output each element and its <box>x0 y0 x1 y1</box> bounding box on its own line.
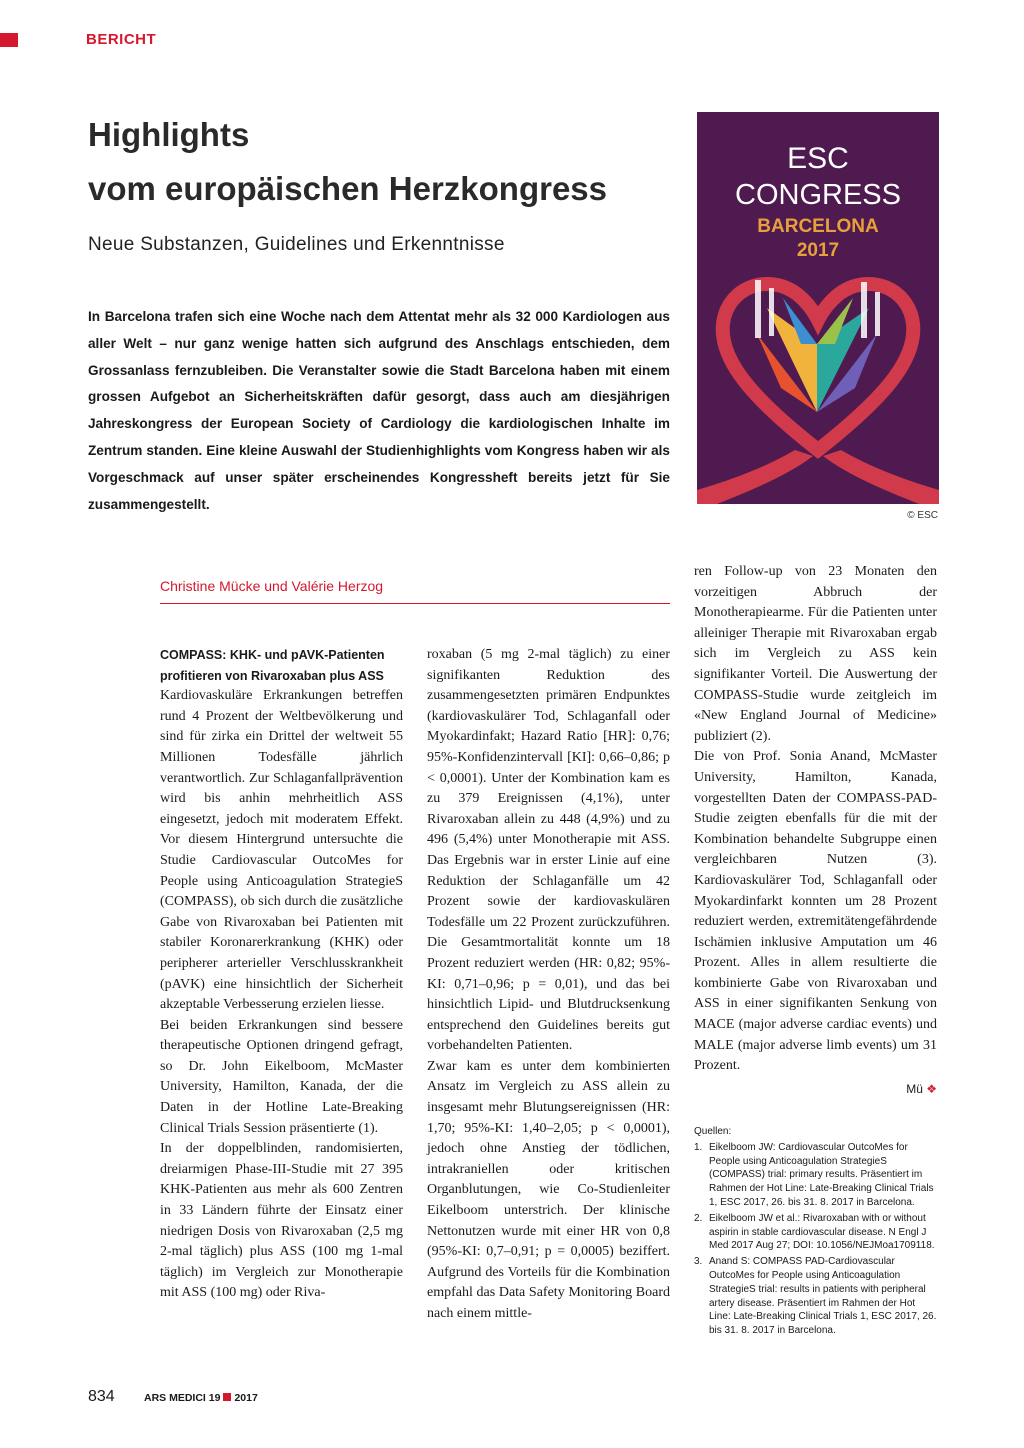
reference-number: 1. <box>694 1141 703 1153</box>
separator-square <box>223 1393 231 1401</box>
poster-line-1: ESC <box>787 142 849 175</box>
poster-line-2: CONGRESS <box>735 179 901 211</box>
body-column-3 <box>694 562 937 1099</box>
signature-text: Mü <box>906 1081 923 1096</box>
body-column-1 <box>160 645 403 1304</box>
title-line-1: Highlights <box>88 116 250 153</box>
paragraph: Zwar kam es unter dem kombinierten Ansatz im Vergleich zu ASS allein zu insgesamt mehr Blutungsereignissen (HR: 1,70; 95%-KI: 1,40–2,05; p < 0,0001), jedoch ohne Anstieg der tödlichen, intrakraniellen oder kritischen Organblutungen, wie Co-Studienleiter Eikelboom unterstrich. Der klinische Nettonutzen wurde mit einer HR von 0,8 (95%-KI: 0,7–0,91; p = 0,0005) beziffert. Aufgrund des Vorteils für die Kombination empfahl das Data Safety Monitoring Board nach einem mittle- <box>427 1058 670 1321</box>
references-list <box>694 1141 937 1338</box>
section-heading: COMPASS: KHK- und pAVK-Patienten profitieren von Rivaroxaban plus ASS <box>160 648 385 683</box>
paragraph: roxaban (5 mg 2-mal täglich) zu einer signifikanten Reduktion des zusammengesetzten primären Endpunktes (kardiovaskulärer Tod, Schlaganfall oder Myokardinfakt; Hazard Ratio [HR]: 0,76; 95%-Konfidenzintervall [KI]: 0,66–0,86; p < 0,0001). Unter der Kombination kam es zu 379 Ereignissen (4,1%), unter Rivaroxaban allein zu 448 (4,9%) und zu 496 (5,4%) unter Monotherapie mit ASS. Das Ergebnis war in erster Linie auf eine Reduktion der Schlaganfälle um 42 Prozent sowie der kardiovaskulären Todesfälle um 22 Prozent zurückzuführen. Die Gesamtmortalität konnte um 18 Prozent reduziert werden (HR: 0,82; 95%-KI: 0,71–0,96; p = 0,01), und das bei hinsichtlich Lipid- und Blutdrucksenkung entsprechend den Guidelines bereits gut vorbehandelten Patienten. <box>427 647 670 1054</box>
section-label: BERICHT <box>86 31 157 48</box>
end-mark-icon: ❖ <box>926 1081 937 1096</box>
journal-issue <box>144 1392 258 1404</box>
body-column-2 <box>427 645 670 1325</box>
congress-poster-image <box>697 112 939 504</box>
section-marker <box>0 33 18 47</box>
poster-graphic <box>697 112 939 504</box>
reference-number: 2. <box>694 1212 703 1224</box>
reference-item <box>694 1212 937 1253</box>
paragraph: Bei beiden Erkrankungen sind bessere therapeutische Optionen dringend gefragt, so Dr. John Eikelboom, McMaster University, Hamilton, Kanada, der die Daten in der Hotline Late-Breaking Clinical Trials Session präsentierte (1). <box>160 1017 403 1136</box>
article-subtitle: Neue Substanzen, Guidelines und Erkenntnisse <box>88 234 505 255</box>
reference-item <box>694 1255 937 1338</box>
paragraph: Die von Prof. Sonia Anand, McMaster University, Hamilton, Kanada, vorgestellten Daten der COMPASS-PAD-Studie zeigten ebenfalls für die mit der Kombination behandelte Subgruppe einen vergleichbaren Nutzen (3). Kardiovaskulärer Tod, Schlaganfall oder Myokardinfarkt konnten um 28 Prozent reduziert werden, extremitätengefährdende Ischämien inklusive Amputation um 46 Prozent. Alles in allem resultierte die kombinierte Gabe von Rivaroxaban und ASS in einer signifikanten Senkung von MACE (major adverse cardiac events) und MALE (major adverse limb events) um 31 Prozent. <box>694 749 937 1074</box>
references <box>694 1125 937 1340</box>
journal-name: ARS MEDICI 19 <box>144 1392 221 1404</box>
reference-text: Eikelboom JW et al.: Rivaroxaban with or without aspirin in stable cardiovascular disease. N Engl J Med 2017 Aug 27; DOI: 10.1056/NEJMoa1709118. <box>709 1212 935 1252</box>
title-line-2: vom europäischen Herzkongress <box>88 170 608 207</box>
author-signature <box>694 1079 937 1100</box>
article-lead: In Barcelona trafen sich eine Woche nach dem Attentat mehr als 32 000 Kardiologen aus aller Welt – nur ganz wenige hatten sich aufgrund des Anschlags entschieden, dem Grossanlass fernzubleiben. Die Veranstalter sowie die Stadt Barcelona haben mit einem grossen Aufgebot an Sicherheitskräften dafür gesorgt, dass auch am diesjährigen Jahreskongress der European Society of Cardiology die kardiologischen Inhalte im Zentrum standen. Eine kleine Auswahl der Studienhighlights vom Kongress haben wir als Vorgeschmack auf unser später erscheinendes Kongressheft bereits jetzt für Sie zusammengestellt. <box>88 309 670 512</box>
page-number: 834 <box>88 1388 115 1405</box>
author-divider <box>160 603 670 604</box>
paragraph: ren Follow-up von 23 Monaten den vorzeitigen Abbruch der Monotherapiearme. Für die Patienten unter alleiniger Therapie mit Rivaroxaban ergab sich im Vergleich zu ASS kein signifikanter Vorteil. Die Auswertung der COMPASS-Studie wurde zeitgleich im «New England Journal of Medicine» publiziert (2). <box>694 564 937 744</box>
reference-text: Eikelboom JW: Cardiovascular OutcoMes for People using Anticoagulation StrategieS (COMPASS) trial: primary results. Präsentiert im Rahmen der Hot Line: Late-Breaking Clinical Trials 1, ESC 2017, 26. bis 31. 8. 2017 in Barcelona. <box>709 1141 934 1208</box>
references-title: Quellen: <box>694 1126 732 1137</box>
article-title <box>88 108 688 216</box>
authors: Christine Mücke und Valérie Herzog <box>160 578 384 594</box>
paragraph: Kardiovaskuläre Erkrankungen betreffen rund 4 Prozent der Weltbevölkerung und sind für zirka ein Drittel der weltweit 55 Millionen Todesfälle jährlich verantwortlich. Zur Schlaganfallprävention wird bis anhin mehrheitlich ASS eingesetzt, jedoch mit moderatem Effekt. Vor diesem Hintergrund untersuchte die Studie Cardiovascular OutcoMes for People using Anticoagulation StrategieS (COMPASS), ob sich durch die zusätzliche Gabe von Rivaroxaban bei Patienten mit stabiler Koronarerkrankung (KHK) oder peripherer arterieller Verschlusskrankheit (pAVK) eine hinsichtlich der Sicherheit akzeptable Verbesserung erzielen liesse. <box>160 688 403 1013</box>
image-credit: © ESC <box>907 510 938 521</box>
poster-line-4: 2017 <box>796 240 840 261</box>
paragraph: In der doppelblinden, randomisierten, dreiarmigen Phase-III-Studie mit 27 395 KHK-Patienten aus mehr als 600 Zentren in 33 Ländern führte der Einsatz einer niedrigen Dosis von Rivaroxaban (2,5 mg 2-mal täglich) plus ASS (100 mg 1-mal täglich) im Vergleich zur Monotherapie mit ASS (100 mg) oder Riva- <box>160 1141 403 1301</box>
reference-text: Anand S: COMPASS PAD-Cardiovascular OutcoMes for People using Anticoagulation StrategieS trial: results in patients with peripheral artery disease. Präsentiert im Rahmen der Hot Line: Late-Breaking Clinical Trials 1, ESC 2017, 26. bis 31. 8. 2017 in Barcelona. <box>709 1256 937 1337</box>
reference-item <box>694 1141 937 1210</box>
journal-year: 2017 <box>234 1392 258 1404</box>
poster-line-3: BARCELONA <box>757 216 879 237</box>
reference-number: 3. <box>694 1256 703 1268</box>
